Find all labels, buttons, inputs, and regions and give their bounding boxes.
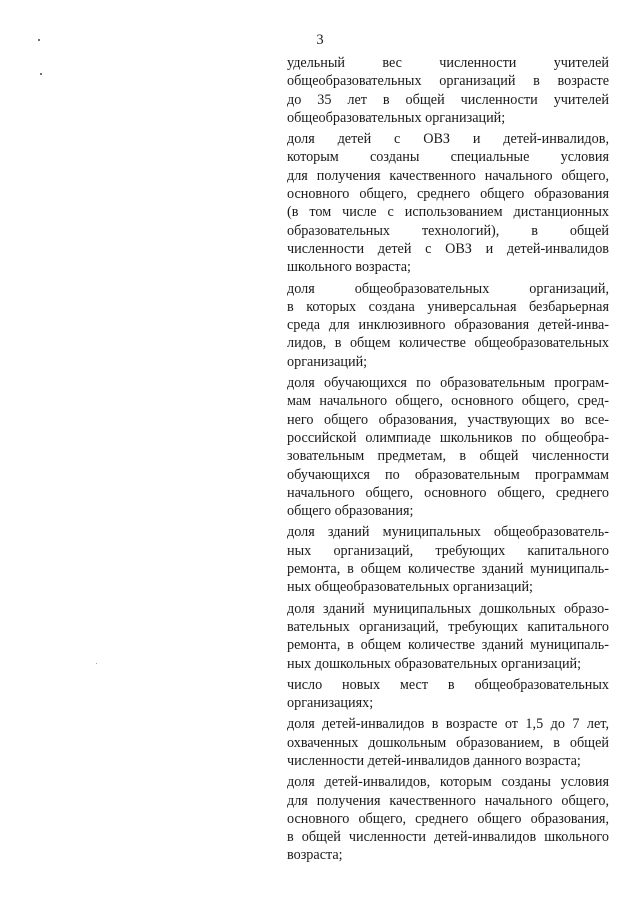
text-line: доля зданий муниципальных общеобразователь- bbox=[287, 524, 609, 541]
text-line: основного общего, среднего общего образования bbox=[287, 186, 609, 203]
indicator-item bbox=[287, 523, 609, 596]
text-line: в общей численности детей-инвалидов школьного bbox=[287, 829, 609, 846]
indicator-item bbox=[287, 130, 609, 276]
indicator-item bbox=[287, 676, 609, 713]
text-line: ремонта, в общем количестве зданий муниципаль- bbox=[287, 637, 609, 654]
text-line: образовательных технологий), в общей bbox=[287, 222, 609, 239]
text-line: число новых мест в общеобразовательных bbox=[287, 676, 609, 693]
text-line: для получения качественного начального общего, bbox=[287, 167, 609, 184]
text-line: удельный вес численности учителей bbox=[287, 55, 609, 71]
text-line: которым созданы специальные условия bbox=[287, 149, 609, 166]
text-line: общего образования; bbox=[287, 503, 414, 520]
text-line: численности детей с ОВЗ и детей-инвалидов bbox=[287, 240, 609, 257]
text-line: до 35 лет в общей численности учителей bbox=[287, 91, 609, 108]
indicator-item bbox=[287, 600, 609, 673]
scan-speck bbox=[40, 73, 42, 75]
text-line: мам начального общего, основного общего, сред- bbox=[287, 393, 609, 410]
scan-speck bbox=[38, 39, 40, 41]
text-line: зовательным предметам, в общей численности bbox=[287, 448, 609, 465]
text-line: для получения качественного начального общего, bbox=[287, 792, 609, 809]
text-line: него общего образования, участвующих во все- bbox=[287, 411, 609, 428]
indicator-list bbox=[287, 54, 609, 868]
text-line: ных дошкольных образовательных организаций; bbox=[287, 655, 582, 672]
text-line: организациях; bbox=[287, 695, 374, 712]
text-line: охваченных дошкольным образованием, в общей bbox=[287, 734, 609, 751]
text-line: обучающихся по образовательным программам bbox=[287, 466, 609, 483]
text-line: основного общего, среднего общего образования, bbox=[287, 810, 609, 827]
text-line: доля зданий муниципальных дошкольных образо- bbox=[287, 600, 609, 617]
indicator-item bbox=[287, 773, 609, 864]
text-line: доля детей-инвалидов в возрасте от 1,5 до 7 лет, bbox=[287, 716, 609, 733]
text-line: возраста; bbox=[287, 847, 343, 864]
text-line: ных организаций, требующих капитального bbox=[287, 542, 609, 559]
text-line: общеобразовательных организаций; bbox=[287, 109, 506, 126]
page-number: 3 bbox=[316, 32, 324, 48]
text-line: доля общеобразовательных организаций, bbox=[287, 280, 609, 297]
text-line: общеобразовательных организаций в возрасте bbox=[287, 73, 609, 90]
text-line: доля детей с ОВЗ и детей-инвалидов, bbox=[287, 131, 609, 148]
indicator-item bbox=[287, 280, 609, 371]
text-line: численности детей-инвалидов данного возраста; bbox=[287, 752, 581, 769]
text-line: ных общеобразовательных организаций; bbox=[287, 579, 533, 596]
text-line: ремонта, в общем количестве зданий муниципаль- bbox=[287, 561, 609, 578]
text-line: школьного возраста; bbox=[287, 259, 411, 276]
text-line: лидов, в общем количестве общеобразовательных bbox=[287, 335, 609, 352]
text-line: доля детей-инвалидов, которым созданы условия bbox=[287, 774, 609, 791]
indicator-item bbox=[287, 715, 609, 770]
text-line: доля обучающихся по образовательным програм- bbox=[287, 375, 609, 392]
indicator-item bbox=[287, 54, 609, 127]
text-line: вательных организаций, требующих капитального bbox=[287, 618, 609, 635]
indicator-item bbox=[287, 374, 609, 520]
scan-speck bbox=[96, 663, 97, 664]
text-line: российской олимпиаде школьников по общеобра- bbox=[287, 429, 609, 446]
text-line: (в том числе с использованием дистанционных bbox=[287, 204, 609, 221]
text-line: организаций; bbox=[287, 353, 368, 370]
text-line: в которых создана универсальная безбарьерная bbox=[287, 298, 609, 315]
text-line: начального общего, основного общего, среднего bbox=[287, 484, 609, 501]
text-line: среда для инклюзивного образования детей-инва- bbox=[287, 317, 609, 334]
